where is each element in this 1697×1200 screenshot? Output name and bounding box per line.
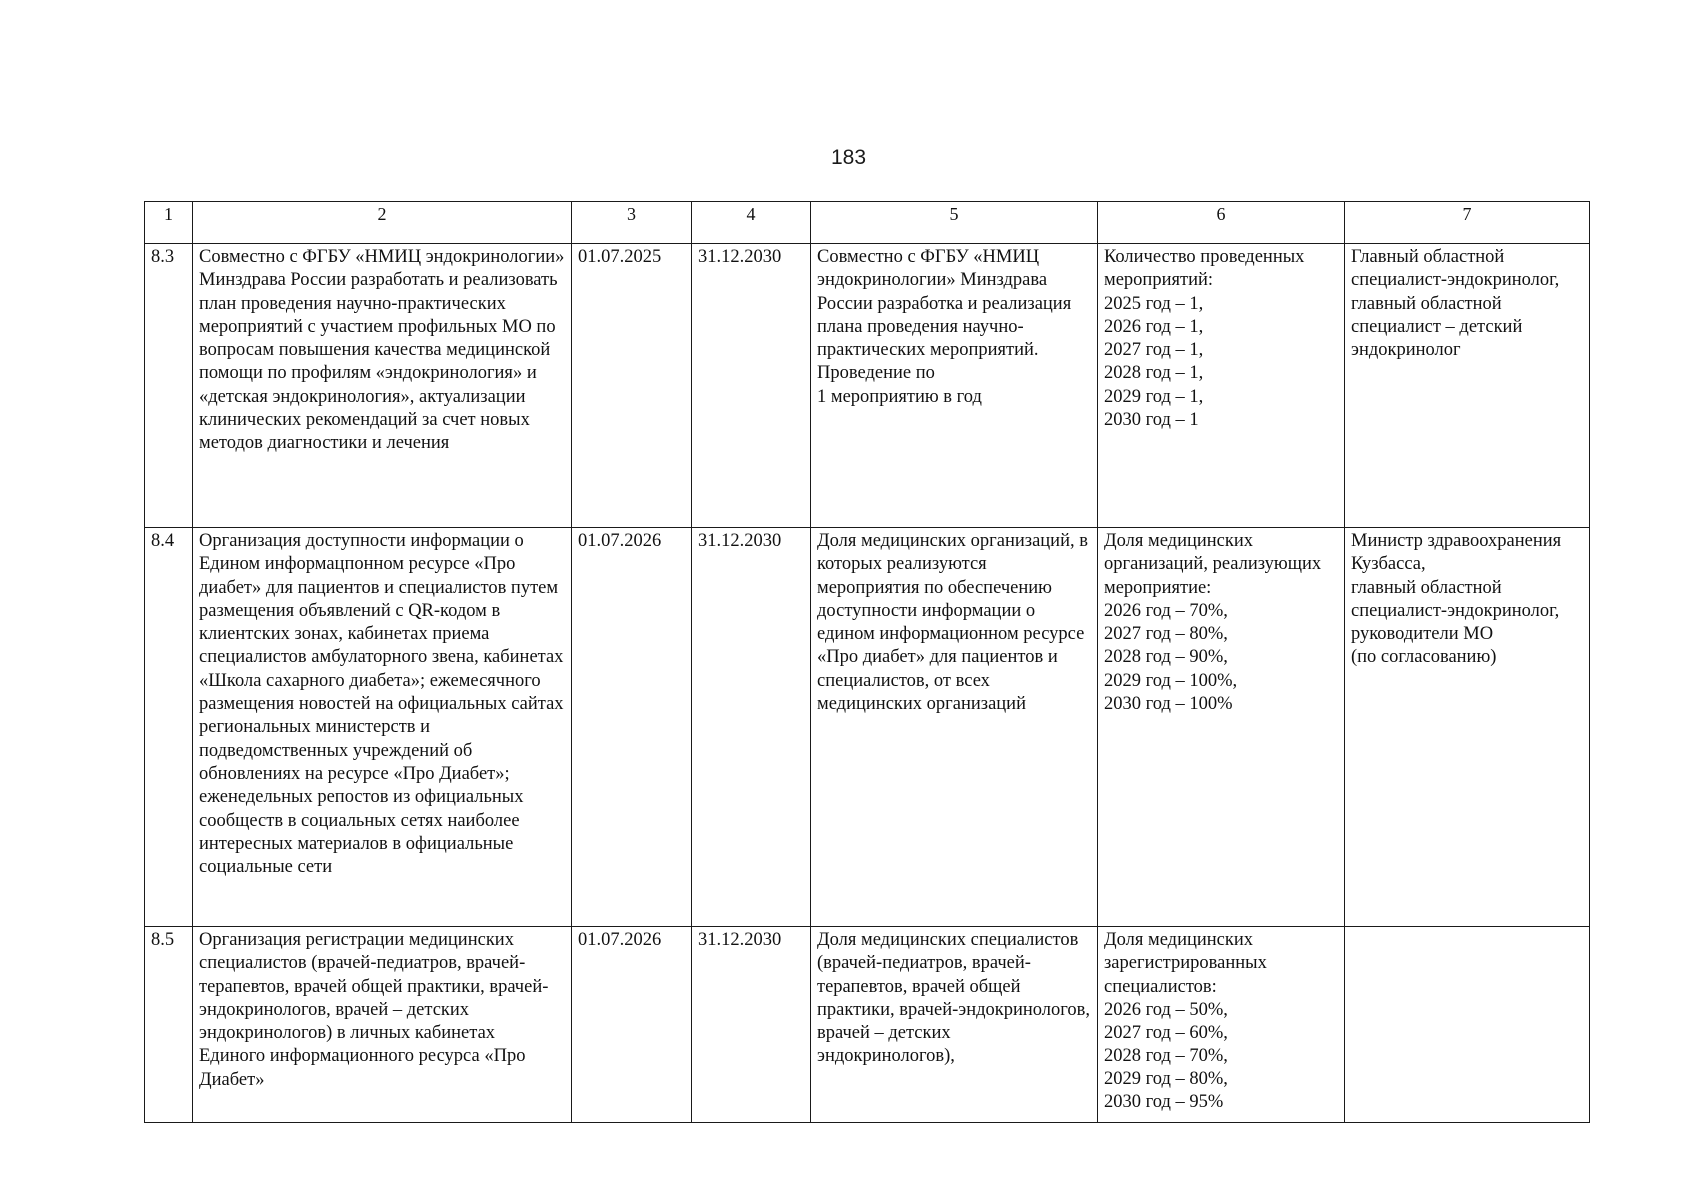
end-date: 31.12.2030 bbox=[692, 244, 811, 528]
responsible-line: руководители МО bbox=[1351, 624, 1494, 645]
activity-description: Совместно с ФГБУ «НМИЦ эндокринологии» Минздрава России разработать и реализовать план проведения научно-практических мероприятий с участием профильных МО по вопросам повышения качества медицинской помощи по профилям «эндокринология» и «детская эндокринология», актуализации клинических рекомендаций за счет новых методов диагностики и лечения bbox=[193, 244, 572, 528]
expected-result bbox=[811, 927, 1098, 1123]
table-row bbox=[145, 244, 1590, 528]
indicator-line: 2029 год – 1, bbox=[1104, 386, 1204, 407]
responsible-line: Главный областной специалист-эндокринолог, главный областной специалист – детский эндокринолог bbox=[1351, 247, 1560, 361]
activity-description: Организация регистрации медицинских специалистов (врачей-педиатров, врачей-терапевтов, врачей общей практики, врачей-эндокринологов, врачей – детских эндокринологов) в личных кабинетах Единого информационного ресурса «Про Диабет» bbox=[193, 927, 572, 1123]
plan-table bbox=[144, 201, 1590, 1123]
indicator-line: 2027 год – 60%, bbox=[1104, 1022, 1228, 1043]
result-line: Совместно с ФГБУ «НМИЦ эндокринологии» Минздрава России разработка и реализация плана проведения научно-практических мероприятий. bbox=[817, 247, 1072, 361]
start-date: 01.07.2026 bbox=[572, 927, 692, 1123]
header-cell: 2 bbox=[193, 202, 572, 244]
result-line: 1 мероприятию в год bbox=[817, 386, 982, 407]
activity-description: Организация доступности информации о Едином информацпонном ресурсе «Про диабет» для пациентов и специалистов путем размещения объявлений с QR-кодом в клиентских зонах, кабинетах приема специалистов амбулаторного звена, кабинетах «Школа сахарного диабета»; ежемесячного размещения новостей на официальных сайтах региональных министерств и подведомственных учреждений об обновлениях на ресурсе «Про Диабет»; еженедельных репостов из официальных сообществ в социальных сетях наиболее интересных материалов в официальные социальные сети bbox=[193, 528, 572, 927]
start-date: 01.07.2025 bbox=[572, 244, 692, 528]
indicator-line: 2026 год – 50%, bbox=[1104, 999, 1228, 1020]
result-line: Проведение по bbox=[817, 363, 935, 384]
end-date: 31.12.2030 bbox=[692, 927, 811, 1123]
responsible-line: главный областной специалист-эндокринолог, bbox=[1351, 577, 1560, 621]
indicator-line: 2030 год – 95% bbox=[1104, 1091, 1224, 1112]
page-number: 183 bbox=[830, 146, 867, 169]
row-number: 8.3 bbox=[145, 244, 193, 528]
start-date: 01.07.2026 bbox=[572, 528, 692, 927]
expected-result bbox=[811, 528, 1098, 927]
result-line: Доля медицинских специалистов (врачей-педиатров, врачей-терапевтов, врачей общей практики, врачей-эндокринологов, врачей – детских эндокринологов), bbox=[817, 930, 1091, 1067]
indicator-line: Доля медицинских зарегистрированных специалистов: bbox=[1104, 930, 1267, 997]
responsible-line: (по согласованию) bbox=[1351, 647, 1497, 668]
indicator-line: 2027 год – 1, bbox=[1104, 340, 1204, 361]
indicator bbox=[1098, 528, 1345, 927]
responsible bbox=[1345, 927, 1590, 1123]
indicator-line: 2029 год – 80%, bbox=[1104, 1068, 1228, 1089]
header-cell: 5 bbox=[811, 202, 1098, 244]
row-number: 8.4 bbox=[145, 528, 193, 927]
row-number: 8.5 bbox=[145, 927, 193, 1123]
indicator bbox=[1098, 244, 1345, 528]
responsible bbox=[1345, 528, 1590, 927]
header-cell: 7 bbox=[1345, 202, 1590, 244]
table-row bbox=[145, 927, 1590, 1123]
indicator-line: Количество проведенных мероприятий: bbox=[1104, 247, 1305, 291]
indicator-line: 2028 год – 90%, bbox=[1104, 647, 1228, 668]
indicator-line: 2025 год – 1, bbox=[1104, 293, 1204, 314]
responsible-line: Министр здравоохранения Кузбасса, bbox=[1351, 531, 1562, 575]
indicator-line: 2029 год – 100%, bbox=[1104, 670, 1238, 691]
end-date: 31.12.2030 bbox=[692, 528, 811, 927]
header-cell: 1 bbox=[145, 202, 193, 244]
header-row bbox=[145, 202, 1590, 244]
indicator-line: 2026 год – 1, bbox=[1104, 316, 1204, 337]
result-line: Доля медицинских организаций, в которых реализуются мероприятия по обеспечению доступности информации о едином информационном ресурсе «Про диабет» для пациентов и специалистов, от всех медицинских организаций bbox=[817, 531, 1088, 715]
header-cell: 3 bbox=[572, 202, 692, 244]
indicator-line: 2030 год – 100% bbox=[1104, 694, 1233, 715]
header-cell: 6 bbox=[1098, 202, 1345, 244]
indicator-line: 2026 год – 70%, bbox=[1104, 600, 1228, 621]
indicator-line: 2030 год – 1 bbox=[1104, 410, 1199, 431]
indicator-line: 2027 год – 80%, bbox=[1104, 624, 1228, 645]
indicator-line: Доля медицинских организаций, реализующих мероприятие: bbox=[1104, 531, 1322, 598]
header-cell: 4 bbox=[692, 202, 811, 244]
indicator bbox=[1098, 927, 1345, 1123]
table-row bbox=[145, 528, 1590, 927]
responsible bbox=[1345, 244, 1590, 528]
indicator-line: 2028 год – 1, bbox=[1104, 363, 1204, 384]
indicator-line: 2028 год – 70%, bbox=[1104, 1045, 1228, 1066]
expected-result bbox=[811, 244, 1098, 528]
